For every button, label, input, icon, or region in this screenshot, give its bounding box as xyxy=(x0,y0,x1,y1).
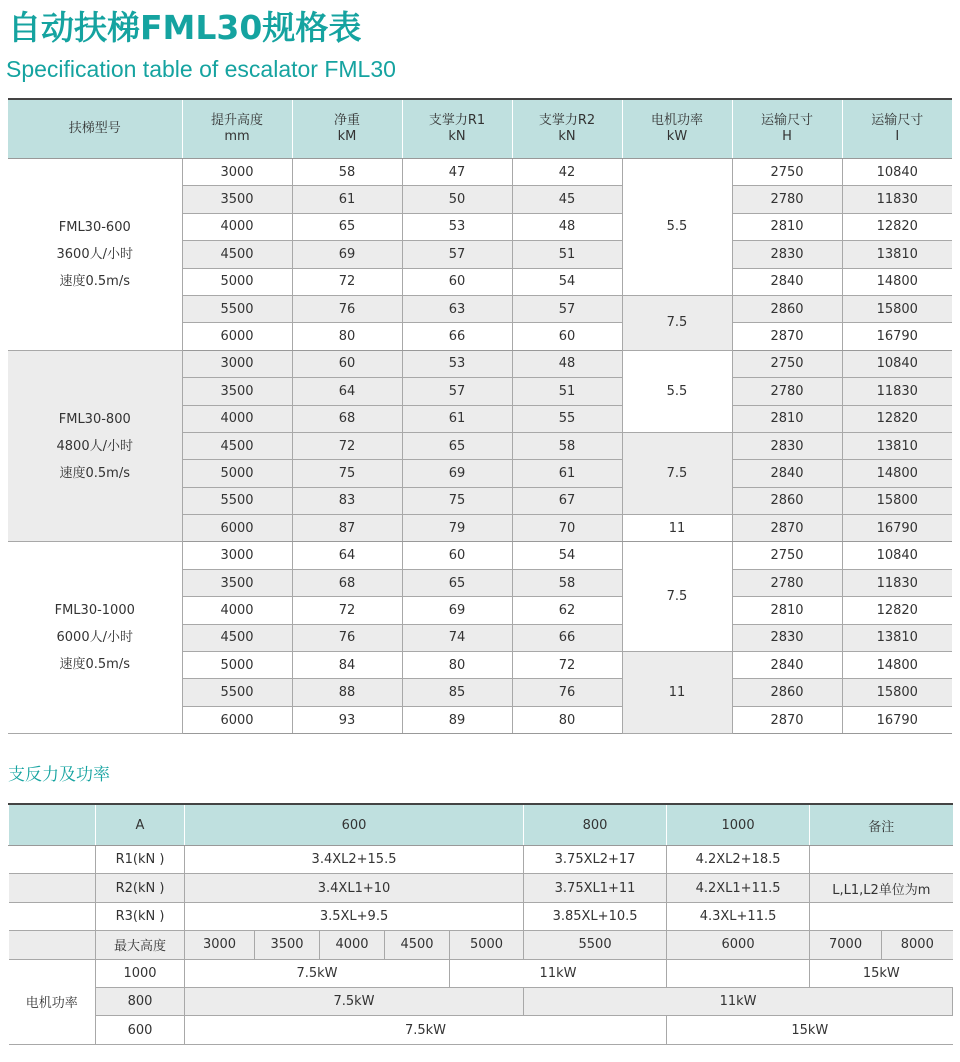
support-r2-cell: 80 xyxy=(512,706,622,733)
transport-h-cell: 2840 xyxy=(732,268,842,295)
spec-header-cell xyxy=(182,99,292,159)
spec-row xyxy=(8,159,952,186)
r3-600: 3.5XL+9.5 xyxy=(185,902,524,930)
header-width-1000: 1000 xyxy=(667,804,810,846)
r1-label: R1(kN ) xyxy=(96,846,185,874)
support-r1-cell: 63 xyxy=(402,295,512,322)
transport-i-cell: 10840 xyxy=(842,542,952,569)
transport-i-cell: 11830 xyxy=(842,186,952,213)
motor-width-label: 800 xyxy=(96,987,185,1015)
support-r2-cell: 67 xyxy=(512,487,622,514)
lift-height-cell: 3500 xyxy=(182,378,292,405)
support-r1-cell: 50 xyxy=(402,186,512,213)
max-height-value: 3500 xyxy=(255,931,320,959)
transport-h-cell: 2750 xyxy=(732,159,842,186)
motor-power-cell: 5.5 xyxy=(622,350,732,432)
transport-h-cell: 2840 xyxy=(732,652,842,679)
support-r1-cell: 79 xyxy=(402,515,512,542)
lift-height-cell: 5500 xyxy=(182,295,292,322)
model-model: FML30-600 xyxy=(58,219,131,235)
support-r2-cell: 54 xyxy=(512,268,622,295)
note-cell xyxy=(810,846,953,874)
transport-i-cell: 12820 xyxy=(842,405,952,432)
spec-row xyxy=(8,542,952,569)
spec-table xyxy=(8,98,952,734)
lift-height-cell: 3500 xyxy=(182,186,292,213)
row-motor-1000 xyxy=(9,959,953,987)
support-r2-cell: 48 xyxy=(512,350,622,377)
model-cell xyxy=(8,542,182,734)
model-model: FML30-1000 xyxy=(54,603,135,619)
row-r3 xyxy=(9,902,953,930)
lift-height-cell: 5500 xyxy=(182,679,292,706)
transport-i-cell: 14800 xyxy=(842,460,952,487)
support-r1-cell: 69 xyxy=(402,460,512,487)
motor-power-cell: 5.5 xyxy=(622,159,732,296)
motor-power-label: 电机功率 xyxy=(9,959,96,1044)
support-r1-cell: 57 xyxy=(402,241,512,268)
transport-i-cell: 14800 xyxy=(842,652,952,679)
spec-header-unit: kN xyxy=(448,129,466,144)
spec-header-cell xyxy=(512,99,622,159)
support-r2-cell: 72 xyxy=(512,652,622,679)
transport-h-cell: 2840 xyxy=(732,460,842,487)
spec-header-label: 支掌力R2 xyxy=(538,113,596,128)
motor-value: 11kW xyxy=(524,987,953,1015)
support-r1-cell: 57 xyxy=(402,378,512,405)
spec-header-cell xyxy=(732,99,842,159)
transport-h-cell: 2810 xyxy=(732,405,842,432)
transport-i-cell: 16790 xyxy=(842,323,952,350)
lift-height-cell: 3000 xyxy=(182,542,292,569)
blank-cell xyxy=(9,902,96,930)
max-height-value: 4500 xyxy=(385,931,450,959)
transport-h-cell: 2750 xyxy=(732,542,842,569)
support-r2-cell: 66 xyxy=(512,624,622,651)
lift-height-cell: 4500 xyxy=(182,241,292,268)
r1-600: 3.4XL2+15.5 xyxy=(185,846,524,874)
blank-cell xyxy=(9,874,96,902)
support-r2-cell: 58 xyxy=(512,569,622,596)
max-height-value: 5000 xyxy=(450,931,524,959)
support-r1-cell: 47 xyxy=(402,159,512,186)
blank-cell xyxy=(9,931,96,959)
page-title: 自动扶梯FML30规格表 xyxy=(8,8,362,47)
spec-header-label: 净重 xyxy=(333,113,360,128)
model-capacity: 3600人/小时 xyxy=(56,246,133,262)
spec-header-cell xyxy=(8,99,182,159)
net-weight-cell: 88 xyxy=(292,679,402,706)
transport-h-cell: 2780 xyxy=(732,186,842,213)
header-note: 备注 xyxy=(810,804,953,846)
lift-height-cell: 5000 xyxy=(182,460,292,487)
lift-height-cell: 6000 xyxy=(182,515,292,542)
support-r1-cell: 53 xyxy=(402,213,512,240)
transport-h-cell: 2860 xyxy=(732,487,842,514)
row-motor-800 xyxy=(9,987,953,1015)
spec-header-unit: kN xyxy=(558,129,576,144)
lift-height-cell: 4500 xyxy=(182,624,292,651)
support-r2-cell: 42 xyxy=(512,159,622,186)
support-r1-cell: 69 xyxy=(402,597,512,624)
net-weight-cell: 60 xyxy=(292,350,402,377)
support-r2-cell: 58 xyxy=(512,432,622,459)
transport-i-cell: 12820 xyxy=(842,213,952,240)
spec-header-label: 电机功率 xyxy=(650,113,703,128)
transport-i-cell: 15800 xyxy=(842,487,952,514)
max-height-label: 最大高度 xyxy=(96,931,185,959)
net-weight-cell: 68 xyxy=(292,405,402,432)
transport-h-cell: 2870 xyxy=(732,323,842,350)
r3-1000: 4.3XL+11.5 xyxy=(667,902,810,930)
lift-height-cell: 3000 xyxy=(182,350,292,377)
transport-h-cell: 2780 xyxy=(732,569,842,596)
motor-width-label: 1000 xyxy=(96,959,185,987)
lift-height-cell: 4000 xyxy=(182,405,292,432)
support-r2-cell: 54 xyxy=(512,542,622,569)
spec-header-unit: H xyxy=(782,129,792,144)
row-r1 xyxy=(9,846,953,874)
spec-header-label: 提升高度 xyxy=(210,113,263,128)
r1-800: 3.75XL2+17 xyxy=(524,846,667,874)
support-r2-cell: 51 xyxy=(512,241,622,268)
support-r1-cell: 60 xyxy=(402,268,512,295)
net-weight-cell: 72 xyxy=(292,597,402,624)
motor-value: 7.5kW xyxy=(185,987,524,1015)
net-weight-cell: 68 xyxy=(292,569,402,596)
power-table-header xyxy=(9,804,953,846)
spec-row xyxy=(8,350,952,377)
header-width-600: 600 xyxy=(185,804,524,846)
support-r2-cell: 51 xyxy=(512,378,622,405)
motor-value: 15kW xyxy=(667,1016,953,1044)
r3-800: 3.85XL+10.5 xyxy=(524,902,667,930)
motor-power-cell: 7.5 xyxy=(622,432,732,514)
spec-header-unit: mm xyxy=(224,129,250,144)
motor-value: 7.5kW xyxy=(185,959,450,987)
model-model: FML30-800 xyxy=(58,411,131,427)
motor-width-label: 600 xyxy=(96,1016,185,1044)
lift-height-cell: 3500 xyxy=(182,569,292,596)
support-r1-cell: 66 xyxy=(402,323,512,350)
max-height-value: 6000 xyxy=(667,931,810,959)
transport-i-cell: 10840 xyxy=(842,350,952,377)
net-weight-cell: 65 xyxy=(292,213,402,240)
transport-i-cell: 15800 xyxy=(842,295,952,322)
support-r2-cell: 61 xyxy=(512,460,622,487)
spec-table-body xyxy=(8,159,952,734)
support-r1-cell: 60 xyxy=(402,542,512,569)
max-height-value: 7000 xyxy=(810,931,882,959)
lift-height-cell: 4000 xyxy=(182,597,292,624)
support-r2-cell: 45 xyxy=(512,186,622,213)
support-r1-cell: 80 xyxy=(402,652,512,679)
model-capacity: 4800人/小时 xyxy=(56,438,133,454)
max-height-value: 5500 xyxy=(524,931,667,959)
transport-i-cell: 13810 xyxy=(842,432,952,459)
model-capacity: 6000人/小时 xyxy=(56,630,133,646)
transport-i-cell: 12820 xyxy=(842,597,952,624)
spec-header-label: 支掌力R1 xyxy=(428,113,486,128)
net-weight-cell: 80 xyxy=(292,323,402,350)
model-speed: 速度0.5m/s xyxy=(59,465,130,481)
lift-height-cell: 5000 xyxy=(182,652,292,679)
spec-header-unit: I xyxy=(895,129,900,144)
support-r1-cell: 65 xyxy=(402,569,512,596)
blank-cell xyxy=(9,846,96,874)
transport-h-cell: 2830 xyxy=(732,241,842,268)
motor-power-cell: 11 xyxy=(622,652,732,734)
net-weight-cell: 83 xyxy=(292,487,402,514)
net-weight-cell: 75 xyxy=(292,460,402,487)
note-cell xyxy=(810,902,953,930)
r2-1000: 4.2XL1+11.5 xyxy=(667,874,810,902)
spec-header-label: 扶梯型号 xyxy=(68,121,121,136)
motor-value: 11kW xyxy=(450,959,667,987)
transport-i-cell: 11830 xyxy=(842,569,952,596)
transport-h-cell: 2870 xyxy=(732,706,842,733)
model-speed: 速度0.5m/s xyxy=(59,273,130,289)
transport-i-cell: 16790 xyxy=(842,515,952,542)
transport-h-cell: 2870 xyxy=(732,515,842,542)
net-weight-cell: 72 xyxy=(292,268,402,295)
net-weight-cell: 69 xyxy=(292,241,402,268)
r1-1000: 4.2XL2+18.5 xyxy=(667,846,810,874)
max-height-value: 8000 xyxy=(882,931,953,959)
r2-800: 3.75XL1+11 xyxy=(524,874,667,902)
net-weight-cell: 84 xyxy=(292,652,402,679)
support-r1-cell: 75 xyxy=(402,487,512,514)
power-table xyxy=(8,803,953,1045)
transport-i-cell: 16790 xyxy=(842,706,952,733)
transport-i-cell: 11830 xyxy=(842,378,952,405)
transport-h-cell: 2830 xyxy=(732,624,842,651)
support-r1-cell: 53 xyxy=(402,350,512,377)
net-weight-cell: 72 xyxy=(292,432,402,459)
model-cell xyxy=(8,350,182,542)
spec-table-header xyxy=(8,99,952,159)
transport-i-cell: 15800 xyxy=(842,679,952,706)
net-weight-cell: 61 xyxy=(292,186,402,213)
lift-height-cell: 5500 xyxy=(182,487,292,514)
net-weight-cell: 93 xyxy=(292,706,402,733)
support-r1-cell: 65 xyxy=(402,432,512,459)
spec-header-label: 运输尺寸 xyxy=(760,113,813,128)
transport-h-cell: 2860 xyxy=(732,295,842,322)
spec-header-cell xyxy=(842,99,952,159)
lift-height-cell: 4000 xyxy=(182,213,292,240)
support-r2-cell: 60 xyxy=(512,323,622,350)
header-width-800: 800 xyxy=(524,804,667,846)
lift-height-cell: 6000 xyxy=(182,323,292,350)
r2-label: R2(kN ) xyxy=(96,874,185,902)
max-height-value: 3000 xyxy=(185,931,255,959)
motor-value: 7.5kW xyxy=(185,1016,667,1044)
header-blank-cell xyxy=(9,804,96,846)
row-max-height xyxy=(9,931,953,959)
lift-height-cell: 6000 xyxy=(182,706,292,733)
net-weight-cell: 64 xyxy=(292,378,402,405)
net-weight-cell: 76 xyxy=(292,624,402,651)
unit-note: L,L1,L2单位为m xyxy=(810,874,953,902)
transport-h-cell: 2780 xyxy=(732,378,842,405)
spec-header-cell xyxy=(402,99,512,159)
support-r2-cell: 48 xyxy=(512,213,622,240)
net-weight-cell: 64 xyxy=(292,542,402,569)
spec-header-unit: kW xyxy=(666,129,688,144)
power-section-title: 支反力及功率 xyxy=(8,765,110,785)
model-cell xyxy=(8,159,182,351)
r2-600: 3.4XL1+10 xyxy=(185,874,524,902)
support-r2-cell: 62 xyxy=(512,597,622,624)
transport-i-cell: 10840 xyxy=(842,159,952,186)
header-a: A xyxy=(96,804,185,846)
transport-h-cell: 2810 xyxy=(732,213,842,240)
motor-power-cell: 7.5 xyxy=(622,295,732,350)
transport-h-cell: 2810 xyxy=(732,597,842,624)
support-r1-cell: 85 xyxy=(402,679,512,706)
lift-height-cell: 3000 xyxy=(182,159,292,186)
net-weight-cell: 87 xyxy=(292,515,402,542)
spec-header-unit: kM xyxy=(337,129,357,144)
r3-label: R3(kN ) xyxy=(96,902,185,930)
row-motor-600 xyxy=(9,1016,953,1044)
page-subtitle-english: Specification table of escalator FML30 xyxy=(6,56,396,82)
row-r2 xyxy=(9,874,953,902)
support-r1-cell: 89 xyxy=(402,706,512,733)
spec-header-cell xyxy=(622,99,732,159)
spec-header-cell xyxy=(292,99,402,159)
spec-header-label: 运输尺寸 xyxy=(871,113,924,128)
transport-h-cell: 2750 xyxy=(732,350,842,377)
net-weight-cell: 76 xyxy=(292,295,402,322)
support-r2-cell: 70 xyxy=(512,515,622,542)
motor-empty xyxy=(667,959,810,987)
motor-value: 15kW xyxy=(810,959,953,987)
model-speed: 速度0.5m/s xyxy=(59,657,130,673)
lift-height-cell: 5000 xyxy=(182,268,292,295)
transport-h-cell: 2830 xyxy=(732,432,842,459)
motor-power-cell: 7.5 xyxy=(622,542,732,652)
transport-h-cell: 2860 xyxy=(732,679,842,706)
support-r2-cell: 55 xyxy=(512,405,622,432)
support-r2-cell: 76 xyxy=(512,679,622,706)
transport-i-cell: 13810 xyxy=(842,624,952,651)
transport-i-cell: 13810 xyxy=(842,241,952,268)
net-weight-cell: 58 xyxy=(292,159,402,186)
support-r2-cell: 57 xyxy=(512,295,622,322)
motor-power-cell: 11 xyxy=(622,515,732,542)
support-r1-cell: 74 xyxy=(402,624,512,651)
transport-i-cell: 14800 xyxy=(842,268,952,295)
lift-height-cell: 4500 xyxy=(182,432,292,459)
support-r1-cell: 61 xyxy=(402,405,512,432)
max-height-value: 4000 xyxy=(320,931,385,959)
